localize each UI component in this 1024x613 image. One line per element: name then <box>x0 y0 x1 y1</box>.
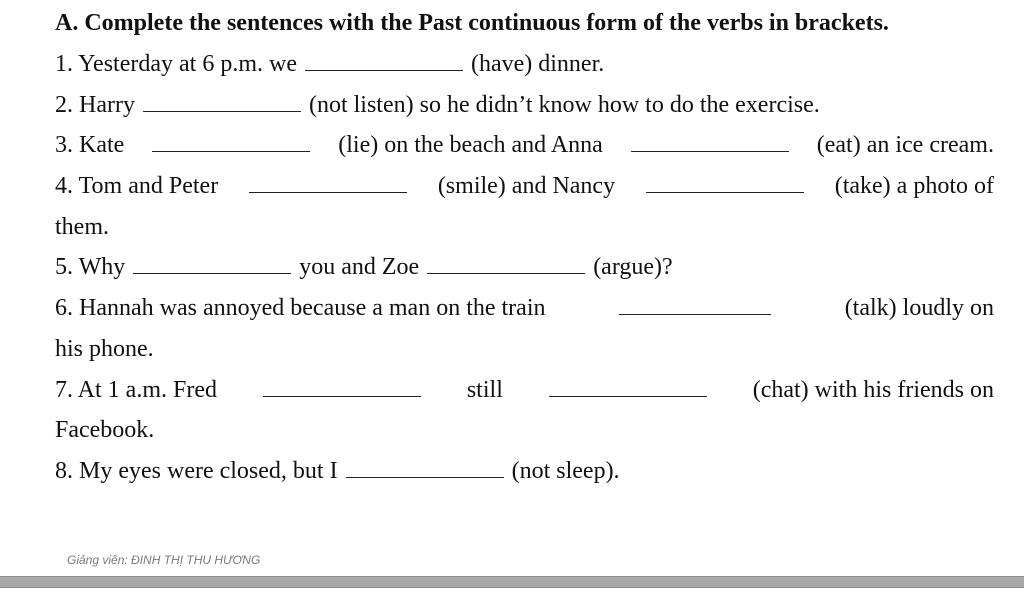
sentence-3-part-1: 3. Kate <box>55 132 125 159</box>
sentence-1 <box>55 44 994 85</box>
sentence-5-part-2: you and Zoe <box>299 254 420 281</box>
sentence-5-part-1: 5. Why <box>55 254 126 281</box>
sentence-7-part-2: still <box>466 376 503 403</box>
answer-blank-7a[interactable] <box>263 378 421 397</box>
teacher-footer: Giảng viên: ĐINH THỊ THU HƯƠNG <box>67 553 261 567</box>
answer-blank-7b[interactable] <box>549 378 707 397</box>
sentence-8-part-1: 8. My eyes were closed, but I <box>55 457 338 484</box>
sentence-3 <box>55 125 994 166</box>
sentence-8-part-2: (not sleep). <box>511 457 620 484</box>
answer-blank-5a[interactable] <box>133 255 291 274</box>
sentence-1-part-1: 1. Yesterday at 6 p.m. we <box>55 51 297 77</box>
sentence-2-part-2: (not listen) so he didn’t know how to do the exercise. <box>308 91 820 118</box>
sentence-3-part-3: (eat) an ice cream. <box>816 132 994 159</box>
answer-blank-2[interactable] <box>143 93 301 112</box>
sentence-8 <box>55 451 994 492</box>
sentence-4-part-3: (take) a photo of <box>834 173 994 200</box>
sentence-3-part-2: (lie) on the beach and Anna <box>338 132 603 159</box>
sentence-2 <box>55 85 994 126</box>
sentence-6-part-3: his phone. <box>55 335 154 362</box>
answer-blank-6[interactable] <box>619 296 771 315</box>
answer-blank-3b[interactable] <box>631 133 789 152</box>
sentence-4-part-4: them. <box>55 213 109 240</box>
sentence-7-continued <box>55 410 994 451</box>
sentence-5-part-3: (argue)? <box>593 254 673 281</box>
answer-blank-8[interactable] <box>346 459 504 478</box>
answer-blank-1[interactable] <box>305 52 463 71</box>
sentence-1-part-2: (have) dinner. <box>470 51 605 77</box>
sentence-5 <box>55 247 994 288</box>
page-divider <box>0 576 1024 588</box>
exercise-title: A. Complete the sentences with the Past continuous form of the verbs in brackets. <box>55 10 889 36</box>
sentence-6 <box>55 288 994 329</box>
answer-blank-4b[interactable] <box>646 174 804 193</box>
sentence-6-continued <box>55 329 994 370</box>
sentence-7-part-1: 7. At 1 a.m. Fred <box>55 376 217 403</box>
sentence-6-part-2: (talk) loudly on <box>844 295 994 322</box>
sentence-2-part-1: 2. Harry <box>55 91 135 118</box>
sentence-4-part-2: (smile) and Nancy <box>437 173 616 200</box>
sentence-7-part-4: Facebook. <box>55 417 155 444</box>
sentence-7 <box>55 370 994 411</box>
sentence-4-continued <box>55 207 994 248</box>
answer-blank-4a[interactable] <box>249 174 407 193</box>
sentence-4-part-1: 4. Tom and Peter <box>55 173 219 200</box>
sentence-7-part-3: (chat) with his friends on <box>752 376 994 403</box>
sentence-4 <box>55 166 994 207</box>
sentence-6-part-1: 6. Hannah was annoyed because a man on the train <box>55 295 546 322</box>
answer-blank-3a[interactable] <box>152 133 310 152</box>
answer-blank-5b[interactable] <box>427 255 585 274</box>
